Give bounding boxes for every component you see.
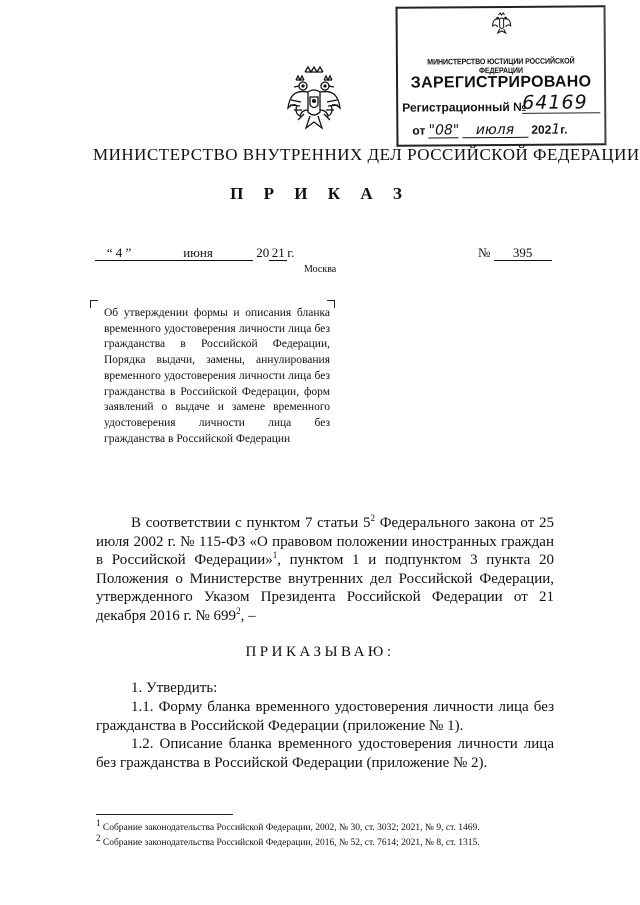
- stamp-date-suffix: г.: [560, 122, 568, 137]
- stamp-date-month: июля: [462, 123, 528, 138]
- stamp-date-year-hand: 1: [551, 121, 561, 138]
- order-date-year-prefix: 20: [256, 245, 270, 260]
- order-date-day-field: [95, 246, 143, 261]
- decree-heading: ПРИКАЗЫВАЮ:: [245, 644, 395, 660]
- stamp-ministry-name: МИНИСТЕРСТВО ЮСТИЦИИ РОССИЙСКОЙ ФЕДЕРАЦИИ: [427, 56, 575, 76]
- stamp-emblem-icon: [492, 12, 512, 34]
- stamp-regnum-label: Регистрационный №: [402, 99, 527, 115]
- preamble-sup-a: 2: [370, 513, 375, 523]
- order-date: [95, 245, 294, 261]
- footnote-1-text: Собрание законодательства Российской Федерации, 2002, № 30, ст. 3032; 2021, № 9, ст. 1469.: [100, 823, 480, 834]
- item-1: 1. Утвердить:: [131, 680, 218, 696]
- order-date-day: 4: [115, 245, 123, 260]
- coat-of-arms-icon: [286, 64, 342, 132]
- registration-stamp: [396, 5, 607, 146]
- footnote-1-mark: 1: [96, 818, 101, 828]
- order-number-label: №: [478, 245, 491, 260]
- ministry-name: МИНИСТЕРСТВО ВНУТРЕННИХ ДЕЛ РОССИЙСКОЙ ФЕДЕРАЦИИ: [93, 145, 640, 164]
- preamble-text-d: , –: [240, 607, 256, 624]
- order-number-value: 395: [494, 246, 552, 261]
- footnote-ref-2: 2: [236, 605, 241, 616]
- preamble-text-b: Федерального закона от 25 июля 2002 г. № 115-ФЗ «О правовом положении иностранных граждан в Российской Федерации»: [96, 515, 554, 568]
- footnote-2-text: Собрание законодательства Российской Федерации, 2016, № 52, ст. 7614; 2021, № 8, ст. 1315.: [100, 838, 480, 849]
- stamp-registered-label: ЗАРЕГИСТРИРОВАНО: [410, 73, 592, 92]
- stamp-date-day: "08": [428, 122, 460, 139]
- footnote-2-mark: 2: [96, 833, 101, 843]
- footnote-1: [96, 818, 480, 834]
- quote-close: ”: [125, 245, 132, 260]
- stamp-regnum-value: 64169: [522, 92, 600, 114]
- preamble-text-a: В соответствии с пунктом 7 статьи 5: [131, 515, 371, 531]
- footnote-ref-1: 1: [272, 550, 278, 560]
- preamble-paragraph: [96, 514, 554, 625]
- order-number: [478, 245, 552, 261]
- subject-corner-left: [90, 300, 98, 308]
- item-1-1: 1.1. Форму бланка временного удостоверения личности лица без гражданства в Российской Федерации (приложение № 1).: [96, 699, 554, 734]
- stamp-date-year-prefix: 202: [531, 122, 552, 137]
- order-city: Москва: [304, 264, 337, 275]
- item-1-2: 1.2. Описание бланка временного удостоверения личности лица без гражданства в Российской Федерации (приложение № 2).: [96, 736, 554, 771]
- preamble-text-c: , пунктом 1 и подпунктом 3 пункта 20 Положения о Министерстве внутренних дел Российской Федерации, утвержденного Указом Президента Российской Федерации от 21 декабря 2016 г. № 699: [96, 552, 554, 624]
- order-date-year: 21: [269, 246, 287, 261]
- order-subject: Об утверждении формы и описания бланка временного удостоверения личности лица без гражданства в Российской Федерации, Порядка выдачи, замены, аннулирования временного удостоверения личности лица без гражданства в Российской Федерации, форм заявлений о выдаче и замене временного удостоверения личности лица без гражданства в Российской Федерации: [104, 307, 330, 445]
- order-date-year-unit: г.: [287, 245, 295, 260]
- stamp-date: [412, 121, 602, 138]
- footnote-2: [96, 833, 480, 849]
- document-title: П Р И К А З: [230, 184, 410, 203]
- order-date-month: июня: [143, 246, 253, 261]
- stamp-date-prefix: от: [412, 123, 426, 138]
- footnote-separator: [96, 814, 233, 815]
- quote-open: “: [106, 245, 113, 260]
